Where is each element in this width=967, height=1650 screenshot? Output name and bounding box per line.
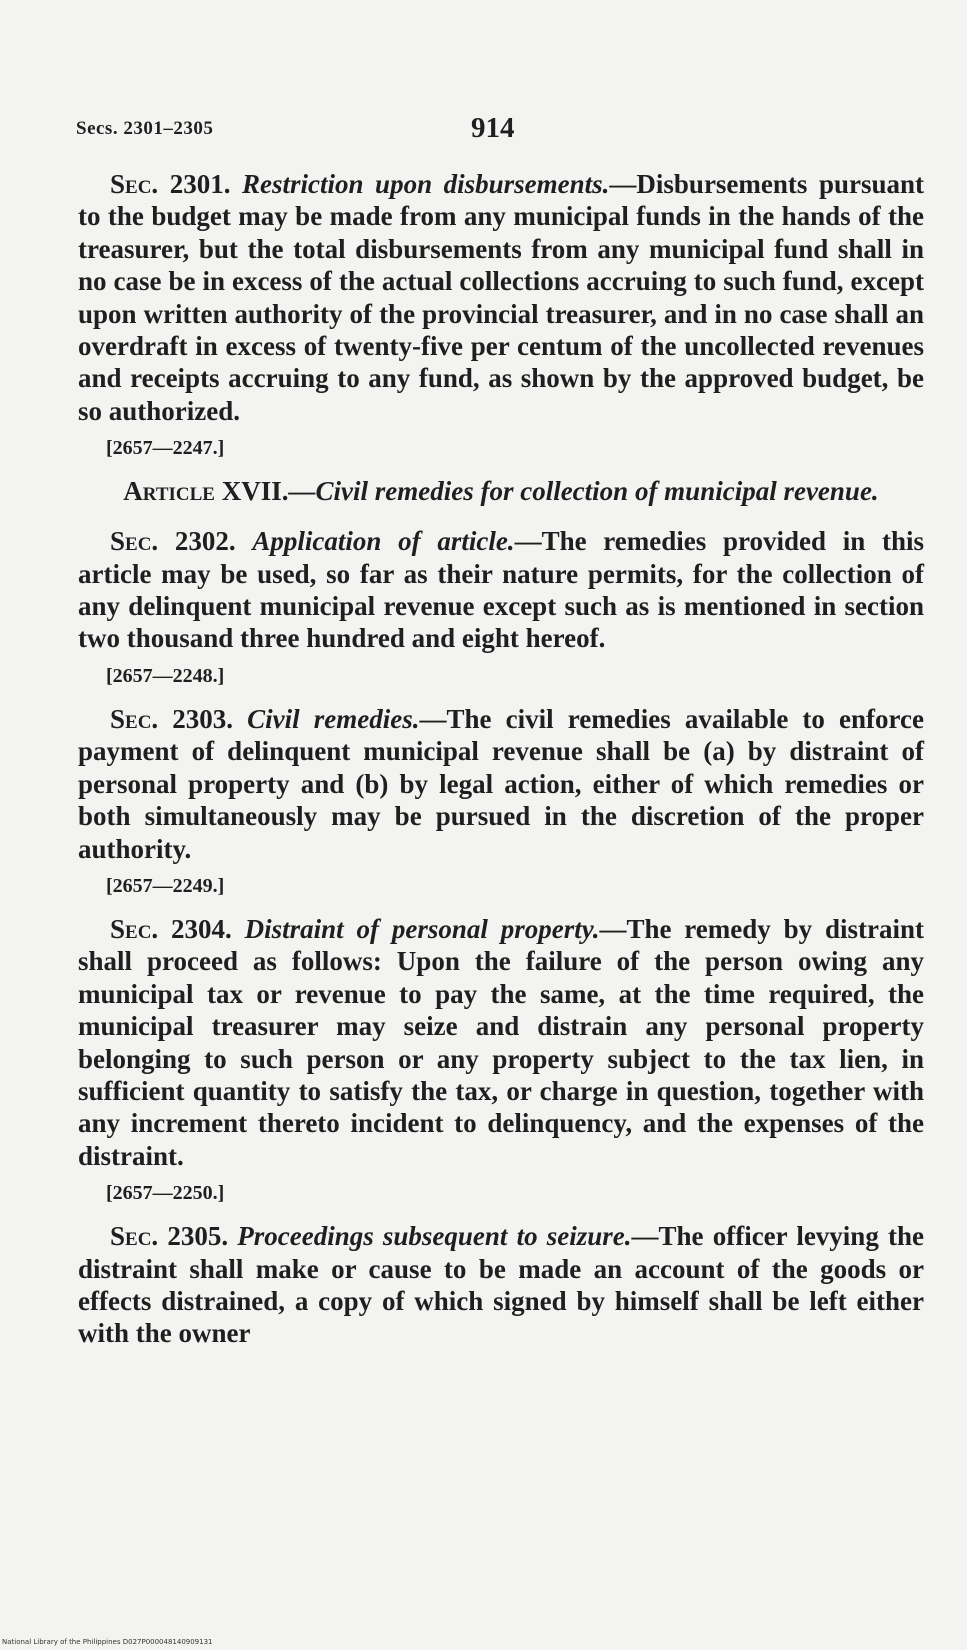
section-text: —The remedies provided in this article may be used, so far as their nature permits, for the collection of any delinquent municipal revenue except such as is mentioned in section two thousand three hundred and eight hereof. — [78, 526, 924, 654]
page-number: 914 — [471, 112, 515, 144]
section-text: —The officer levying the distraint shall make or cause to be made an account of the goods or effects distrained, a copy of which signed by himself shall be left either with the owner — [78, 1221, 924, 1349]
running-head: Secs. 2301–2305 — [76, 118, 214, 139]
section-title: Civil remedies. — [247, 703, 420, 734]
section-title: Distraint of personal property. — [244, 913, 600, 944]
section-title: Application of article. — [252, 526, 515, 557]
section-label: Sec. 2305. — [110, 1221, 229, 1252]
scan-footer: National Library of the Philippines D027P000048140909131 — [2, 1638, 213, 1646]
section-2304 — [78, 913, 924, 1172]
section-text: —The civil remedies available to enforce payment of delinquent municipal revenue shall be (a) by distraint of personal property and (b) by legal action, either of which remedies or both simultaneously may be pursued in the discretion of the proper authority. — [78, 703, 924, 864]
article-title: —Civil remedies for collection of municipal revenue. — [288, 476, 879, 507]
section-title: Restriction upon disbursements. — [242, 169, 610, 199]
section-text: —Disbursements pursuant to the budget may be made from any municipal funds in the hands of the treasurer, but the total disbursements from any municipal fund shall in no case be in excess of the actual collections accruing to such fund, except upon written authority of the provincial treasurer, and in no case shall an overdraft in excess of twenty-five per centum of the uncollected revenues and receipts accruing to any fund, as shown by the approved budget, be so authorized. — [78, 169, 924, 426]
section-text: —The remedy by distraint shall proceed as follows: Upon the failure of the person owing any municipal tax or revenue to pay the same, at the time required, the municipal treasurer may seize and distrain any personal property belonging to such person or any property subject to the tax lien, in sufficient quantity to satisfy the tax, or charge in question, together with any increment thereto incident to delinquency, and the expenses of the distraint. — [78, 913, 925, 1171]
article-label: Article XVII. — [123, 476, 289, 507]
page-body — [78, 168, 924, 1350]
article-heading — [78, 475, 924, 507]
section-2301 — [78, 168, 924, 427]
section-label: Sec. 2302. — [110, 526, 236, 557]
section-2302 — [78, 525, 924, 655]
section-label: Sec. 2303. — [110, 703, 234, 734]
section-title: Proceedings subsequent to seizure. — [237, 1221, 632, 1252]
section-label: Sec. 2301. — [110, 169, 231, 199]
section-citation: [2657—2250.] — [106, 1182, 225, 1205]
section-citation: [2657—2247.] — [106, 437, 225, 460]
section-citation: [2657—2249.] — [106, 874, 225, 897]
section-citation: [2657—2248.] — [106, 664, 225, 687]
section-2303 — [78, 703, 924, 865]
section-2305 — [78, 1220, 924, 1350]
page-header — [76, 112, 919, 152]
section-label: Sec. 2304. — [110, 913, 232, 944]
